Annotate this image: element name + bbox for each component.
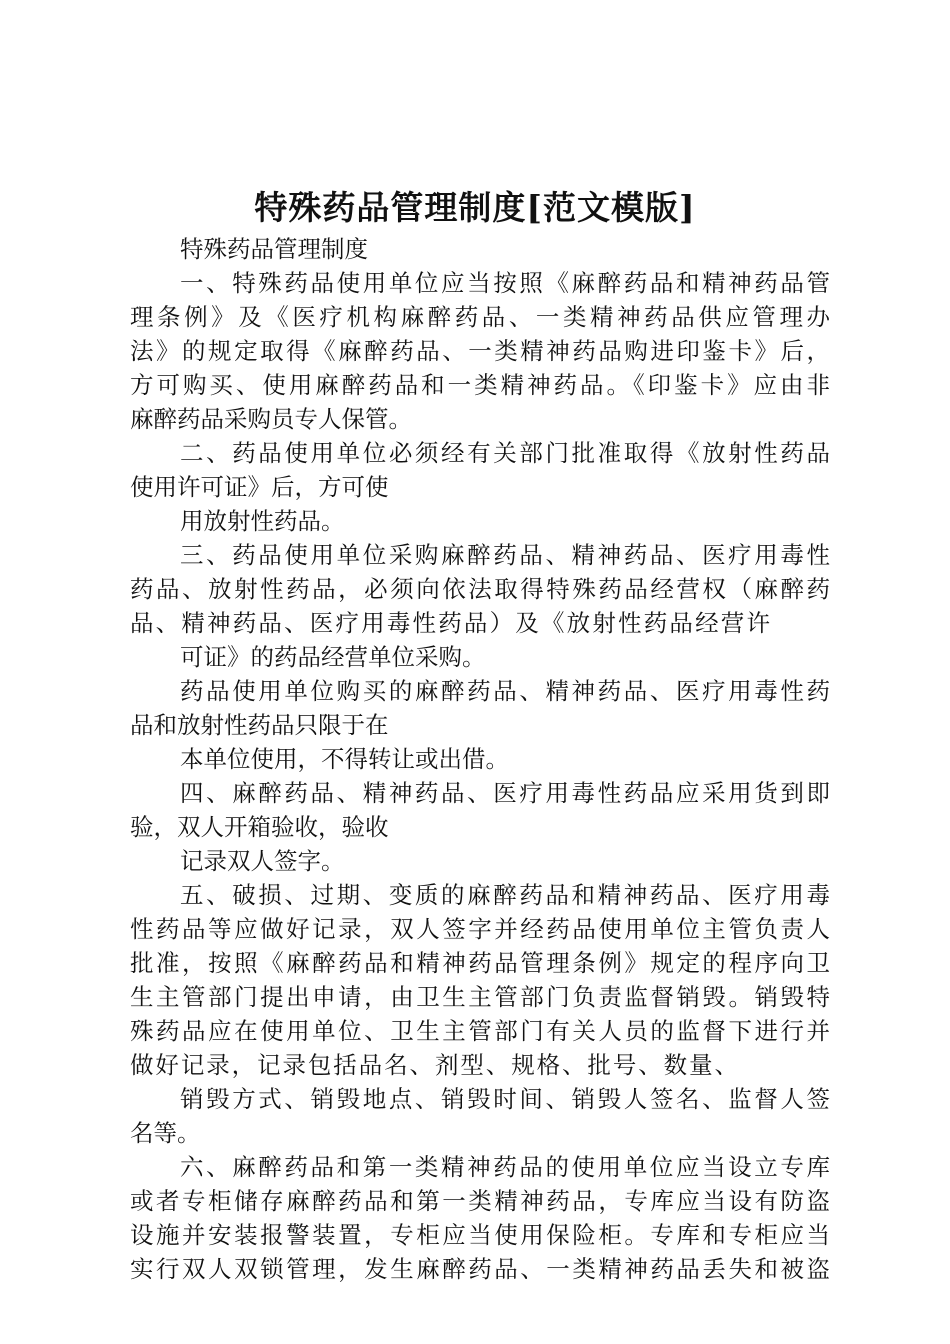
body-line: 二、药品使用单位必须经有关部门批准取得《放射性药品 (180, 439, 830, 467)
body-line: 生主管部门提出申请，由卫生主管部门负责监督销毁。销毁特 (130, 983, 830, 1011)
body-line: 三、药品使用单位采购麻醉药品、精神药品、医疗用毒性 (180, 541, 830, 569)
body-line: 或者专柜储存麻醉药品和第一类精神药品，专库应当设有防盗 (130, 1187, 830, 1215)
body-line: 本单位使用，不得转让或出借。 (180, 745, 509, 773)
body-line: 批准，按照《麻醉药品和精神药品管理条例》规定的程序向卫 (130, 949, 830, 977)
body-line: 特殊药品管理制度 (180, 235, 368, 263)
body-line: 六、麻醉药品和第一类精神药品的使用单位应当设立专库 (180, 1153, 830, 1181)
body-line: 使用许可证》后，方可使 (130, 473, 389, 501)
body-line: 药品、放射性药品，必须向依法取得特殊药品经营权（麻醉药 (130, 575, 830, 603)
body-line: 销毁方式、销毁地点、销毁时间、销毁人签名、监督人签 (180, 1085, 830, 1113)
body-line: 做好记录，记录包括品名、剂型、规格、批号、数量、 (130, 1051, 738, 1079)
body-line: 设施并安装报警装置，专柜应当使用保险柜。专库和专柜应当 (130, 1221, 830, 1249)
body-line: 法》的规定取得《麻醉药品、一类精神药品购进印鉴卡》后， (130, 337, 830, 365)
body-line: 名等。 (130, 1119, 201, 1147)
body-line: 方可购买、使用麻醉药品和一类精神药品。《印鉴卡》应由非 (130, 371, 830, 399)
body-line: 可证》的药品经营单位采购。 (180, 643, 486, 671)
body-line: 品和放射性药品只限于在 (130, 711, 389, 739)
body-line: 一、特殊药品使用单位应当按照《麻醉药品和精神药品管 (180, 269, 830, 297)
body-line: 实行双人双锁管理，发生麻醉药品、一类精神药品丢失和被盗 (130, 1255, 830, 1283)
body-line: 品、精神药品、医疗用毒性药品）及《放射性药品经营许 (130, 609, 770, 637)
body-line: 药品使用单位购买的麻醉药品、精神药品、医疗用毒性药 (180, 677, 830, 705)
body-line: 四、麻醉药品、精神药品、医疗用毒性药品应采用货到即 (180, 779, 830, 807)
body-line: 理条例》及《医疗机构麻醉药品、一类精神药品供应管理办 (130, 303, 830, 331)
body-line: 记录双人签字。 (180, 847, 345, 875)
body-line: 麻醉药品采购员专人保管。 (130, 405, 412, 433)
body-line: 五、破损、过期、变质的麻醉药品和精神药品、医疗用毒 (180, 881, 830, 909)
body-line: 用放射性药品。 (180, 507, 345, 535)
body-line: 验，双人开箱验收，验收 (130, 813, 389, 841)
body-line: 性药品等应做好记录，双人签字并经药品使用单位主管负责人 (130, 915, 830, 943)
body-line: 殊药品应在使用单位、卫生主管部门有关人员的监督下进行并 (130, 1017, 830, 1045)
document-title: 特殊药品管理制度[范文模版] (254, 188, 696, 227)
